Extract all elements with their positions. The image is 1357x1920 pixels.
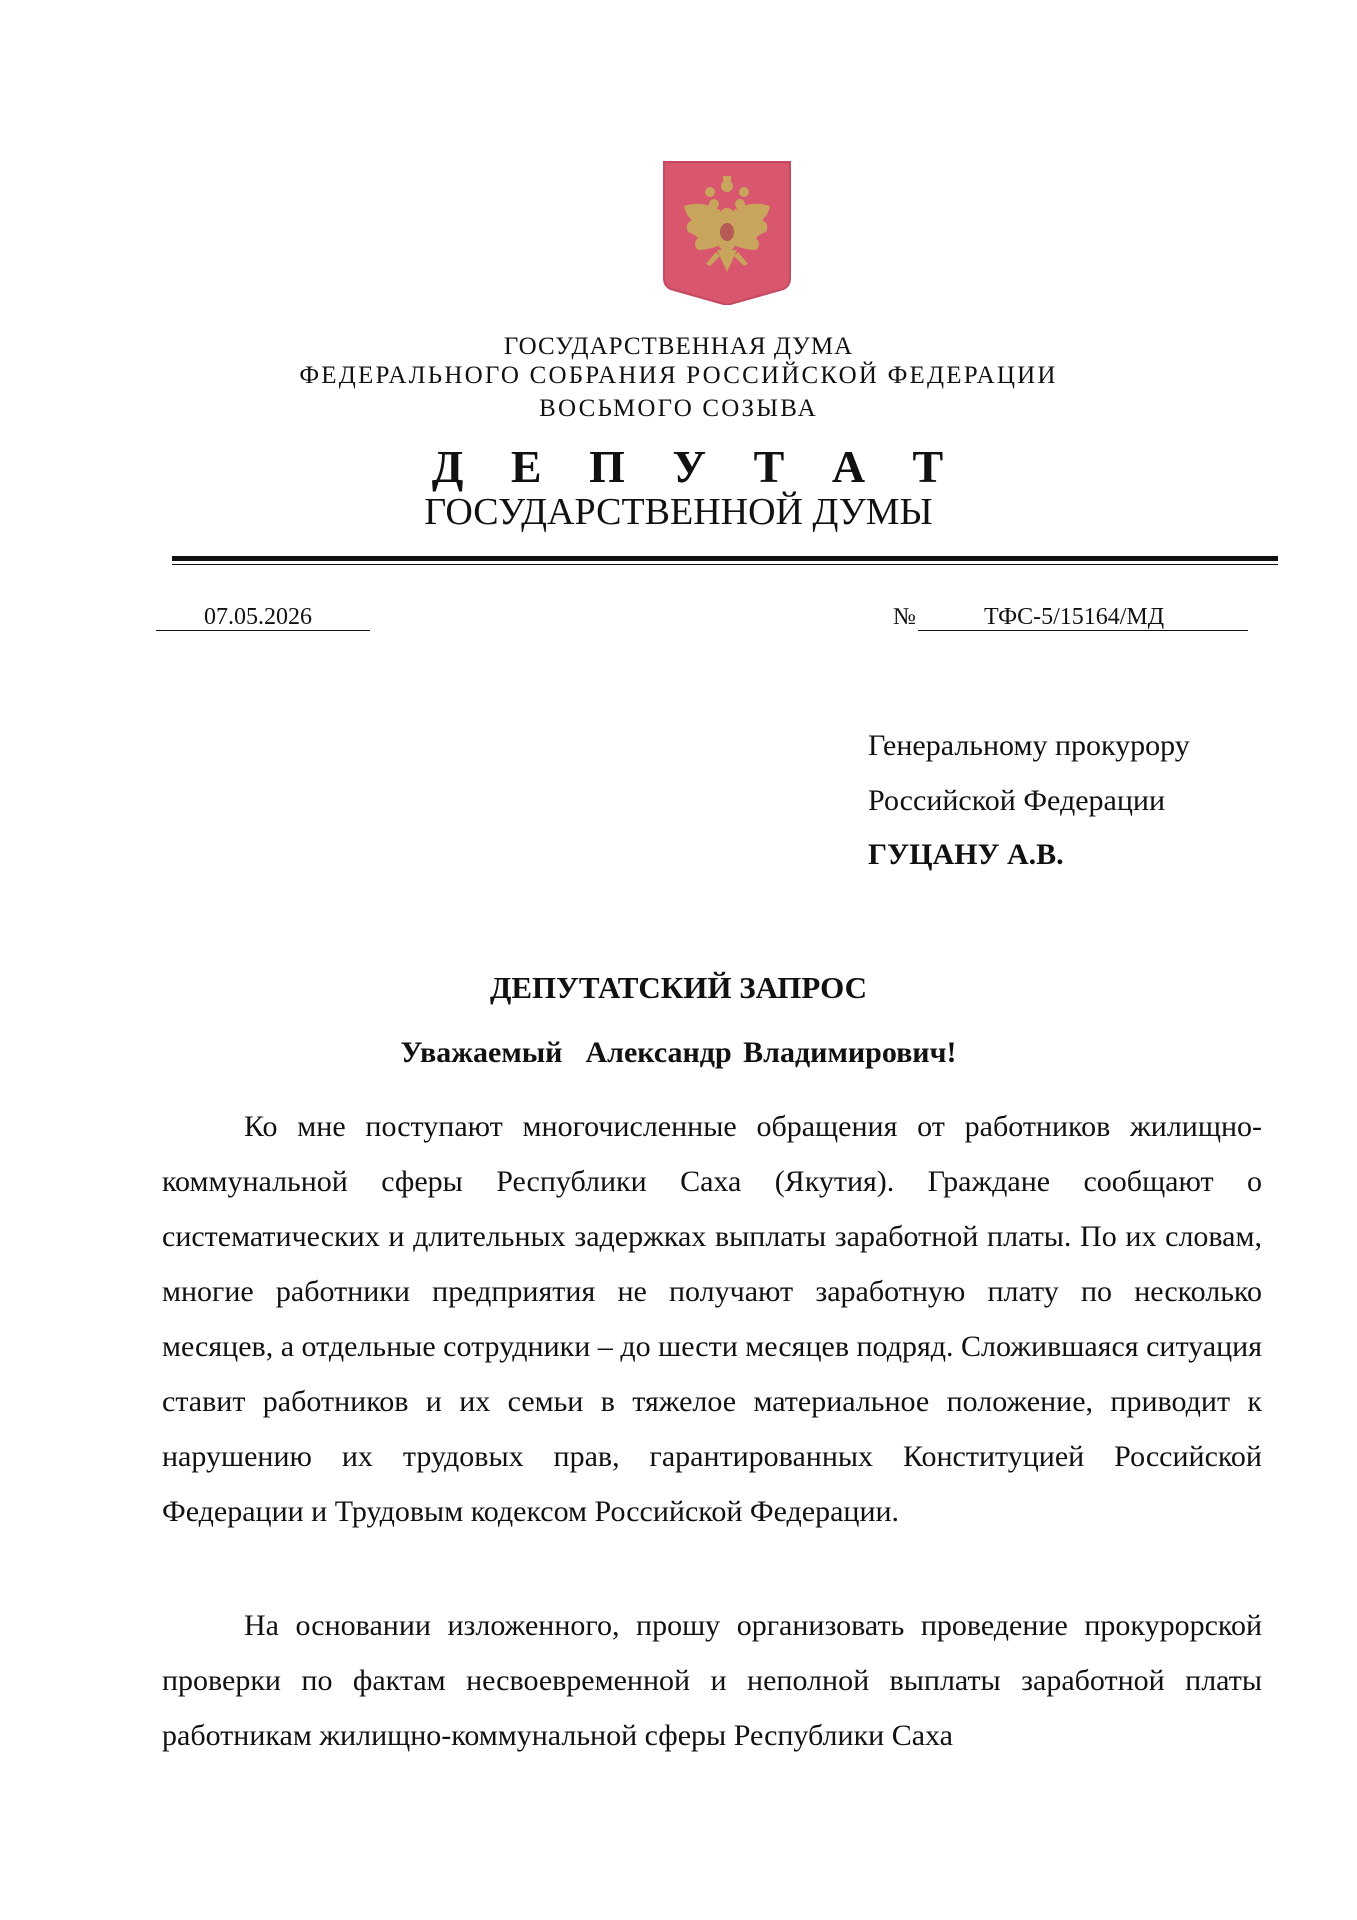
paragraph-1: Ко мне поступают многочисленные обращения от работников жилищно-коммунальной сферы Республики Саха (Якутия). Граждане сообщают о систематических и длительных задержках выплаты заработной платы. По их словам, многие работники предприятия не получают заработную плату по несколько месяцев, а отдельные сотрудники – до шести месяцев подряд. Сложившаяся ситуация ставит работников и их семьи в тяжелое материальное положение, приводит к нарушению их трудовых прав, гарантированных Конституцией Российской Федерации и Трудовым кодексом Российской Федерации. (162, 1110, 1262, 1528)
addressee-line-2: Российской Федерации (868, 784, 1166, 817)
header-divider-thin (172, 564, 1278, 565)
coat-of-arms-icon (662, 160, 792, 305)
paragraph-2: На основании изложенного, прошу организовать проведение прокурорской проверки по фактам несвоевременной и неполной выплаты заработной платы работникам жилищно-коммунальной сферы Республики Саха (162, 1609, 1262, 1752)
date-field (156, 604, 370, 631)
letter-greeting: Уважаемый Александр Владимирович! (400, 1036, 957, 1069)
number-field (918, 604, 1248, 631)
header-divider-thick (172, 556, 1278, 561)
addressee-line-1: Генеральному прокурору (868, 729, 1190, 762)
number-sign: № (893, 604, 916, 630)
date-value: 07.05.2026 (204, 604, 312, 630)
addressee-name: ГУЦАНУ А.В. (868, 838, 1064, 871)
duma-heading: ГОСУДАРСТВЕННОЙ ДУМЫ (424, 491, 933, 533)
number-value: ТФС-5/15164/МД (984, 604, 1165, 630)
header-line-2: ФЕДЕРАЛЬНОГО СОБРАНИЯ РОССИЙСКОЙ ФЕДЕРАЦИИ (299, 362, 1058, 389)
deputy-heading: Д Е П У Т А Т (431, 441, 962, 492)
letter-title: ДЕПУТАТСКИЙ ЗАПРОС (490, 970, 867, 1005)
header-line-1: ГОСУДАРСТВЕННАЯ ДУМА (503, 333, 854, 360)
header-line-3: ВОСЬМОГО СОЗЫВА (539, 395, 818, 422)
